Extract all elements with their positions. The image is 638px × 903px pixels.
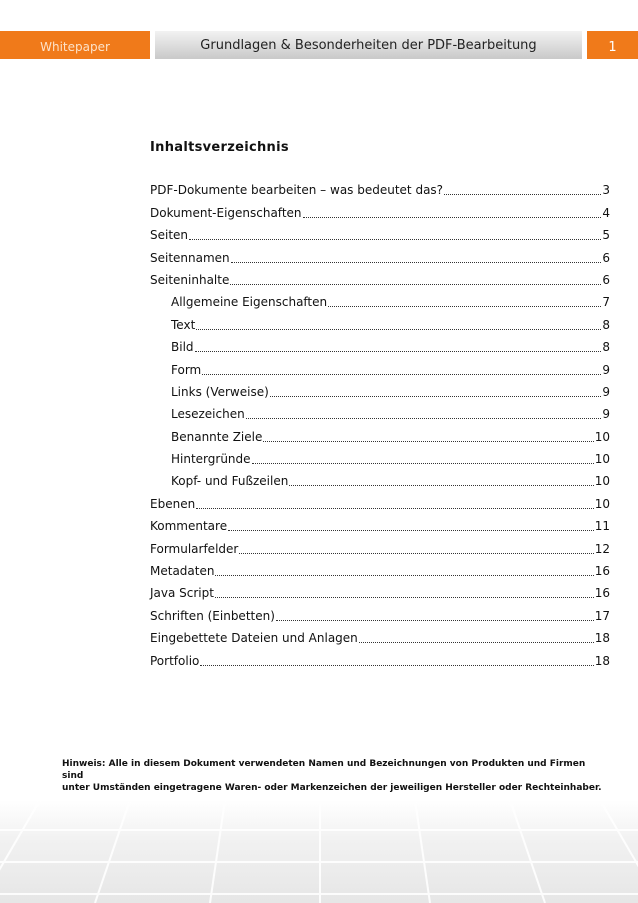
toc-dot-leader bbox=[239, 553, 593, 554]
toc-entry[interactable] bbox=[150, 467, 610, 489]
toc-entry-page: 11 bbox=[594, 519, 610, 534]
toc-entry-label: Form bbox=[171, 362, 202, 377]
toc-dot-leader bbox=[328, 306, 601, 307]
toc-entry-label: Ebenen bbox=[150, 496, 196, 511]
toc-entry-page: 10 bbox=[594, 474, 610, 489]
toc-entry-page: 6 bbox=[602, 272, 610, 287]
toc-entry-label: Allgemeine Eigenschaften bbox=[171, 295, 328, 310]
toc-entry[interactable] bbox=[150, 266, 610, 288]
toc-entry-label: Java Script bbox=[150, 586, 214, 601]
toc-entry[interactable] bbox=[150, 310, 610, 332]
toc-entry-page: 8 bbox=[602, 317, 610, 332]
toc-dot-leader bbox=[230, 284, 601, 285]
trademark-note-line-2: unter Umständen eingetragene Waren- oder Markenzeichen der jeweiligen Hersteller oder Rechteinhaber. bbox=[62, 783, 602, 793]
toc-entry-page: 10 bbox=[594, 429, 610, 444]
toc-entry[interactable] bbox=[150, 243, 610, 265]
toc-entry-label: Dokument-Eigenschaften bbox=[150, 205, 302, 220]
toc-entry-page: 18 bbox=[594, 631, 610, 646]
trademark-note-line-1: Hinweis: Alle in diesem Dokument verwendeten Namen und Bezeichnungen von Produkten und Firmen sind bbox=[62, 759, 586, 781]
toc-dot-leader bbox=[215, 597, 594, 598]
toc-entry[interactable] bbox=[150, 176, 610, 198]
toc-dot-leader bbox=[215, 575, 593, 576]
toc-entry-page: 9 bbox=[602, 407, 610, 422]
toc-entry-label: Portfolio bbox=[150, 653, 200, 668]
toc-entry-page: 18 bbox=[594, 653, 610, 668]
toc-dot-leader bbox=[263, 441, 593, 442]
toc-entry-page: 9 bbox=[602, 362, 610, 377]
toc-dot-leader bbox=[303, 217, 602, 218]
toc-entry-label: Text bbox=[171, 317, 196, 332]
toc-entry-label: Hintergründe bbox=[171, 452, 251, 467]
toc-entry[interactable] bbox=[150, 512, 610, 534]
toc-dot-leader bbox=[196, 329, 601, 330]
toc-dot-leader bbox=[231, 262, 602, 263]
toc-entry-page: 16 bbox=[594, 564, 610, 579]
toc-entry-label: Schriften (Einbetten) bbox=[150, 608, 275, 623]
toc-entry-label: Lesezeichen bbox=[171, 407, 245, 422]
toc-entry-label: Eingebettete Dateien und Anlagen bbox=[150, 631, 358, 646]
toc-dot-leader bbox=[289, 485, 593, 486]
toc-dot-leader bbox=[246, 418, 602, 419]
toc-entry[interactable] bbox=[150, 288, 610, 310]
header-section-label: Whitepaper bbox=[0, 31, 150, 59]
toc-entry-label: PDF-Dokumente bearbeiten – was bedeutet das? bbox=[150, 183, 444, 198]
toc-entry-label: Links (Verweise) bbox=[171, 384, 269, 399]
toc-dot-leader bbox=[200, 665, 593, 666]
toc-entry-page: 7 bbox=[602, 295, 610, 310]
toc-dot-leader bbox=[196, 508, 594, 509]
toc-entry[interactable] bbox=[150, 489, 610, 511]
toc-entry-page: 16 bbox=[594, 586, 610, 601]
toc-entry-page: 12 bbox=[594, 541, 610, 556]
toc-title: Inhaltsverzeichnis bbox=[150, 140, 289, 155]
toc-dot-leader bbox=[228, 530, 594, 531]
toc-entry[interactable] bbox=[150, 221, 610, 243]
toc-entry[interactable] bbox=[150, 601, 610, 623]
toc-dot-leader bbox=[202, 374, 601, 375]
toc-entry[interactable] bbox=[150, 422, 610, 444]
toc-entry[interactable] bbox=[150, 355, 610, 377]
toc-entry[interactable] bbox=[150, 400, 610, 422]
toc-entry-page: 9 bbox=[602, 384, 610, 399]
header-page-number: 1 bbox=[587, 31, 638, 59]
toc-entry[interactable] bbox=[150, 579, 610, 601]
toc-entry-page: 10 bbox=[594, 496, 610, 511]
toc-entry-label: Benannte Ziele bbox=[171, 429, 263, 444]
trademark-note bbox=[62, 758, 602, 794]
toc-entry-label: Formularfelder bbox=[150, 541, 239, 556]
toc-entry-label: Kopf- und Fußzeilen bbox=[171, 474, 289, 489]
toc-entry-page: 4 bbox=[602, 205, 610, 220]
toc-entry[interactable] bbox=[150, 557, 610, 579]
toc-entry-page: 17 bbox=[594, 608, 610, 623]
toc-dot-leader bbox=[270, 396, 602, 397]
toc-entry-label: Metadaten bbox=[150, 564, 215, 579]
toc-entry-page: 8 bbox=[602, 340, 610, 355]
toc-dot-leader bbox=[252, 463, 594, 464]
toc-entry-page: 6 bbox=[602, 250, 610, 265]
toc-dot-leader bbox=[276, 620, 594, 621]
toc-entry[interactable] bbox=[150, 534, 610, 556]
toc-dot-leader bbox=[444, 194, 601, 195]
toc-entry-label: Kommentare bbox=[150, 519, 228, 534]
toc-entry-page: 10 bbox=[594, 452, 610, 467]
toc-entry-label: Bild bbox=[171, 340, 194, 355]
toc-entry-page: 3 bbox=[602, 183, 610, 198]
toc-entry-label: Seiteninhalte bbox=[150, 272, 230, 287]
toc-entry-page: 5 bbox=[602, 228, 610, 243]
page-header bbox=[0, 31, 638, 59]
table-of-contents bbox=[150, 176, 610, 669]
toc-entry[interactable] bbox=[150, 624, 610, 646]
toc-entry[interactable] bbox=[150, 198, 610, 220]
toc-dot-leader bbox=[359, 642, 594, 643]
toc-entry[interactable] bbox=[150, 445, 610, 467]
toc-dot-leader bbox=[195, 351, 602, 352]
toc-entry-label: Seiten bbox=[150, 228, 189, 243]
toc-dot-leader bbox=[189, 239, 601, 240]
toc-entry-label: Seitennamen bbox=[150, 250, 230, 265]
toc-entry[interactable] bbox=[150, 378, 610, 400]
footer-decoration bbox=[0, 800, 638, 903]
toc-entry[interactable] bbox=[150, 333, 610, 355]
toc-entry[interactable] bbox=[150, 646, 610, 668]
header-document-title: Grundlagen & Besonderheiten der PDF-Bearbeitung bbox=[155, 31, 582, 59]
footer-grid-pattern bbox=[0, 800, 638, 903]
